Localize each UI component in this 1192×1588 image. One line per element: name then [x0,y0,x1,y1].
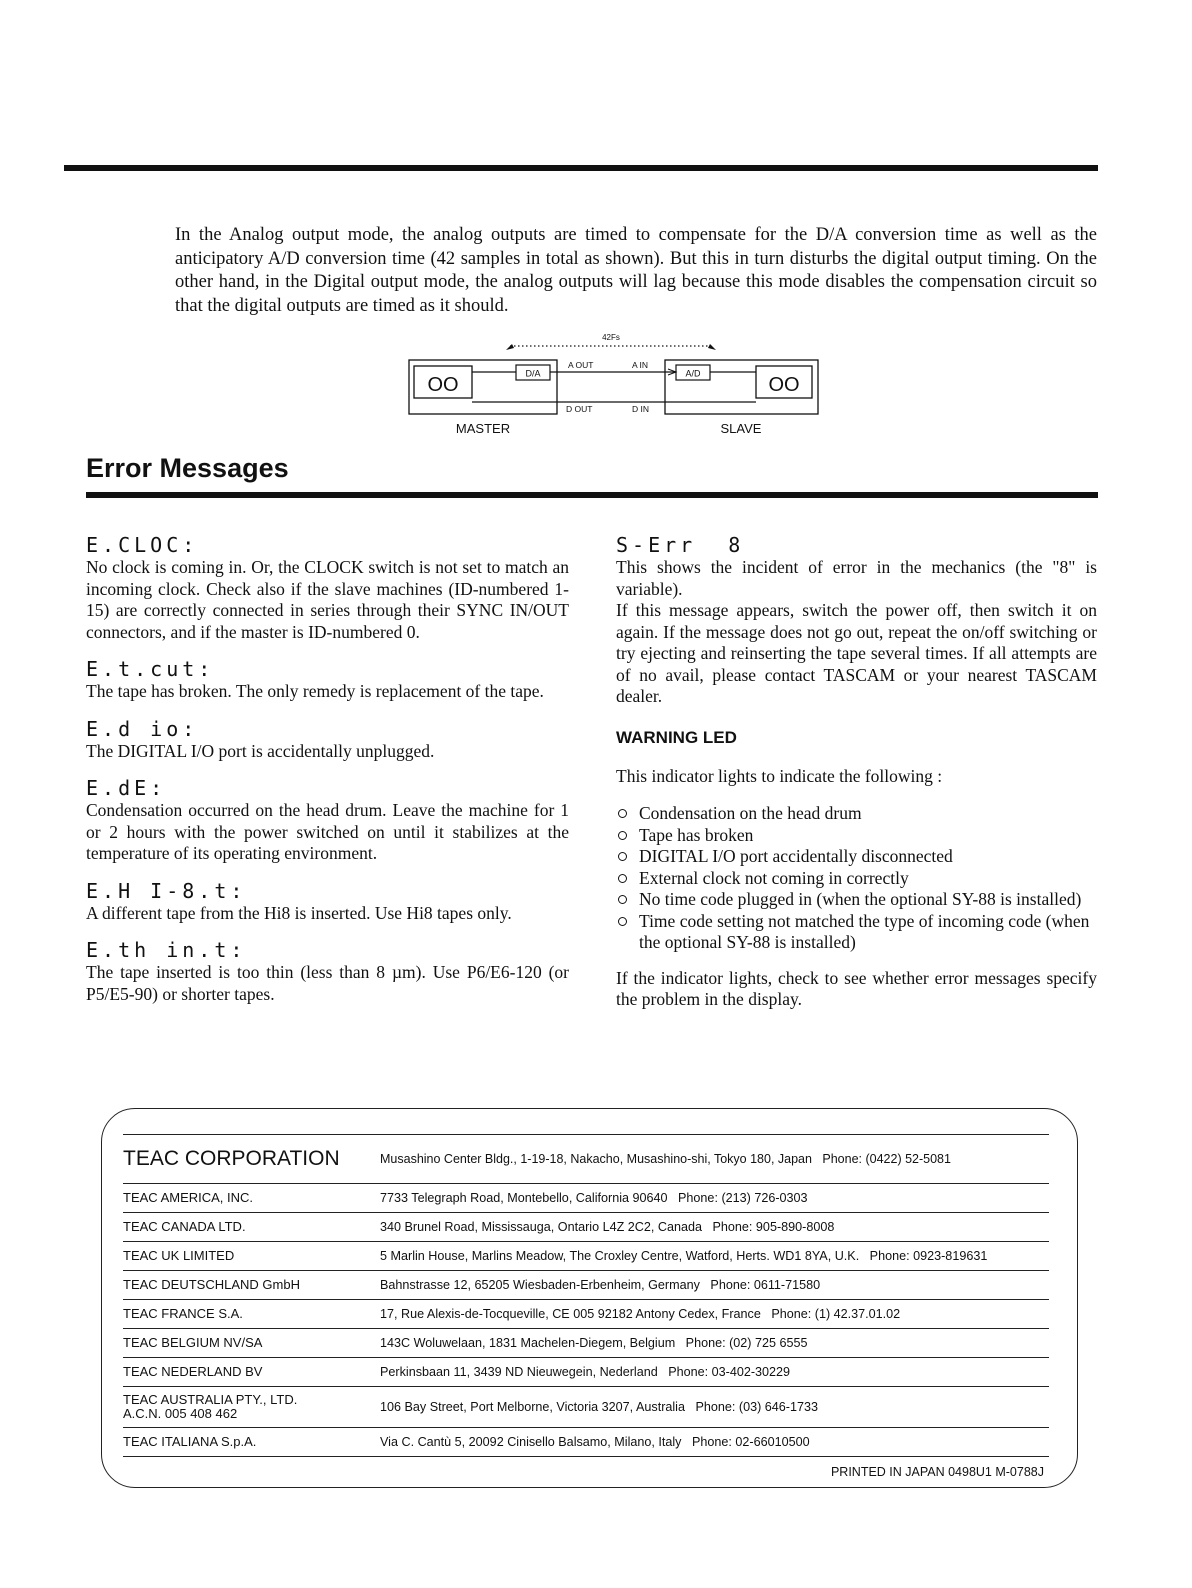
error-description: A different tape from the Hi8 is inserted. Use Hi8 tapes only. [86,902,512,923]
error-entry [86,938,569,1005]
error-entry [86,879,569,925]
office-address: 17, Rue Alexis-de-Tocqueville, CE 005 92182 Antony Cedex, France Phone: (1) 42.37.01.02 [380,1307,901,1321]
bullet-circle-icon [618,852,627,861]
timing-diagram [400,328,830,443]
error-description: No clock is coming in. Or, the CLOCK switch is not set to match an incoming clock. Check also if the slave machines (ID-numbered 1-15) are correctly connected in series through their SYNC IN/OUT connectors, and if the master is ID-numbered 0. [86,557,569,642]
list-item: Condensation on the head drum [616,803,1097,825]
error-description: This shows the incident of error in the mechanics (the "8" is variable). [616,557,1097,599]
error-entry [86,776,569,865]
ad-label: A/D [685,368,701,379]
corporation-row [123,1135,1049,1184]
office-row [123,1242,1049,1271]
office-row [123,1213,1049,1242]
office-row [123,1428,1049,1457]
bullet-circle-icon [618,809,627,818]
office-row [123,1329,1049,1358]
office-name: TEAC NEDERLAND BV [123,1364,263,1379]
office-name: TEAC DEUTSCHLAND GmbH [123,1277,300,1292]
intro-paragraph: In the Analog output mode, the analog outputs are timed to compensate for the D/A conversion time as well as the anticipatory A/D conversion time (42 samples in total as shown). But this in turn disturbs the digital output timing. On the other hand, in the Digital output mode, the analog outputs will lag because this mode disables the compensation circuit so that the digital outputs are timed as it should. [175,225,1097,316]
error-code: S-Err 8 [616,533,745,557]
office-name: TEAC ITALIANA S.p.A. [123,1434,257,1449]
slave-reels: OO [768,374,800,396]
office-name: TEAC CANADA LTD. [123,1219,246,1234]
bullet-circle-icon [618,874,627,883]
right-column [616,533,1097,1011]
warning-closing: If the indicator lights, check to see whether error messages specify the problem in the display. [616,967,1097,1009]
office-row [123,1358,1049,1387]
master-reels: OO [427,374,459,396]
company-directory [123,1134,1049,1457]
error-description: The tape has broken. The only remedy is replacement of the tape. [86,681,544,701]
a-in-label: A IN [632,360,649,370]
office-address: 143C Woluwelaan, 1831 Machelen-Diegem, Belgium Phone: (02) 725 6555 [380,1336,808,1350]
list-item: External clock not coming in correctly [616,868,1097,890]
office-row [123,1387,1049,1428]
office-name: TEAC FRANCE S.A. [123,1306,243,1321]
section-title: Error Messages [86,453,289,483]
master-label: MASTER [455,421,511,436]
office-name-block [123,1393,380,1421]
corporation-name: TEAC CORPORATION [123,1147,340,1170]
warning-intro: This indicator lights to indicate the following : [616,765,943,786]
section-rule [86,492,1098,498]
top-rule [64,165,1098,171]
print-code: PRINTED IN JAPAN 0498U1 M-0788J [830,1465,1044,1479]
office-address: 7733 Telegraph Road, Montebello, California 90640 Phone: (213) 726-0303 [380,1191,808,1205]
office-name: TEAC AMERICA, INC. [123,1190,254,1205]
office-row [123,1271,1049,1300]
da-label: D/A [525,368,541,379]
a-out-label: A OUT [568,360,594,370]
warning-list [616,803,1097,954]
list-item: Time code setting not matched the type of incoming code (when the optional SY-88 is installed) [616,911,1097,954]
office-name: TEAC AUSTRALIA PTY., LTD. [123,1392,298,1407]
error-description-continued: If this message appears, switch the power off, then switch it on again. If the message does not go out, repeat the on/off switching or try ejecting and reinserting the tape several times. If all attempts are of no avail, please contact TASCAM or your nearest TASCAM dealer. [616,600,1097,706]
corporation-address: Musashino Center Bldg., 1-19-18, Nakacho, Musashino-shi, Tokyo 180, Japan Phone: (0422) 52-5081 [380,1152,951,1166]
left-column [86,533,569,1019]
d-in-label: D IN [632,404,649,414]
error-description: Condensation occurred on the head drum. Leave the machine for 1 or 2 hours with the power switched on until it stabilizes at the temperature of its operating environment. [86,800,569,863]
span-arrow-right [708,344,716,350]
error-code: E.H I-8.t: [86,878,247,903]
error-entry [616,533,1097,708]
office-address: Via C. Cantù 5, 20092 Cinisello Balsamo, Milano, Italy Phone: 02-66010500 [380,1435,810,1449]
error-description: The tape inserted is too thin (less than 8 µm). Use P6/E6-120 (or P5/E5-90) or shorter tapes. [86,962,569,1004]
office-name: TEAC BELGIUM NV/SA [123,1335,263,1350]
office-name: TEAC UK LIMITED [123,1248,235,1263]
office-address: Bahnstrasse 12, 65205 Wiesbaden-Erbenheim, Germany Phone: 0611-71580 [380,1278,821,1292]
d-out-label: D OUT [566,404,593,414]
office-address: 340 Brunel Road, Mississauga, Ontario L4Z 2C2, Canada Phone: 905-890-8008 [380,1220,835,1234]
error-entry [86,717,569,763]
error-entry [86,533,569,643]
list-item: Tape has broken [616,825,1097,847]
list-item: DIGITAL I/O port accidentally disconnected [616,846,1097,868]
error-code: E.dE: [86,776,167,800]
error-entry [86,657,569,703]
span-arrow-left [506,344,514,350]
error-code: E.t.cut: [86,657,215,681]
office-address: 106 Bay Street, Port Melborne, Victoria 3207, Australia Phone: (03) 646-1733 [380,1400,819,1414]
bullet-circle-icon [618,917,627,926]
error-code: E.th in.t: [86,938,247,962]
warning-led-heading: WARNING LED [616,727,737,747]
span-label: 42Fs [602,333,620,342]
bullet-circle-icon [618,895,627,904]
office-row [123,1300,1049,1329]
error-code: E.d io: [86,716,199,741]
slave-label: SLAVE [720,421,762,436]
bullet-circle-icon [618,831,627,840]
error-code: E.CLOC: [86,533,199,557]
list-item: No time code plugged in (when the optional SY-88 is installed) [616,889,1097,911]
office-address: Perkinsbaan 11, 3439 ND Nieuwegein, Nederland Phone: 03-402-30229 [380,1365,791,1379]
office-row [123,1184,1049,1213]
office-address: 5 Marlin House, Marlins Meadow, The Croxley Centre, Watford, Herts. WD1 8YA, U.K. Phone: 0923-819631 [380,1249,988,1263]
error-description: The DIGITAL I/O port is accidentally unplugged. [86,740,435,761]
office-acn: A.C.N. 005 408 462 [123,1406,238,1421]
